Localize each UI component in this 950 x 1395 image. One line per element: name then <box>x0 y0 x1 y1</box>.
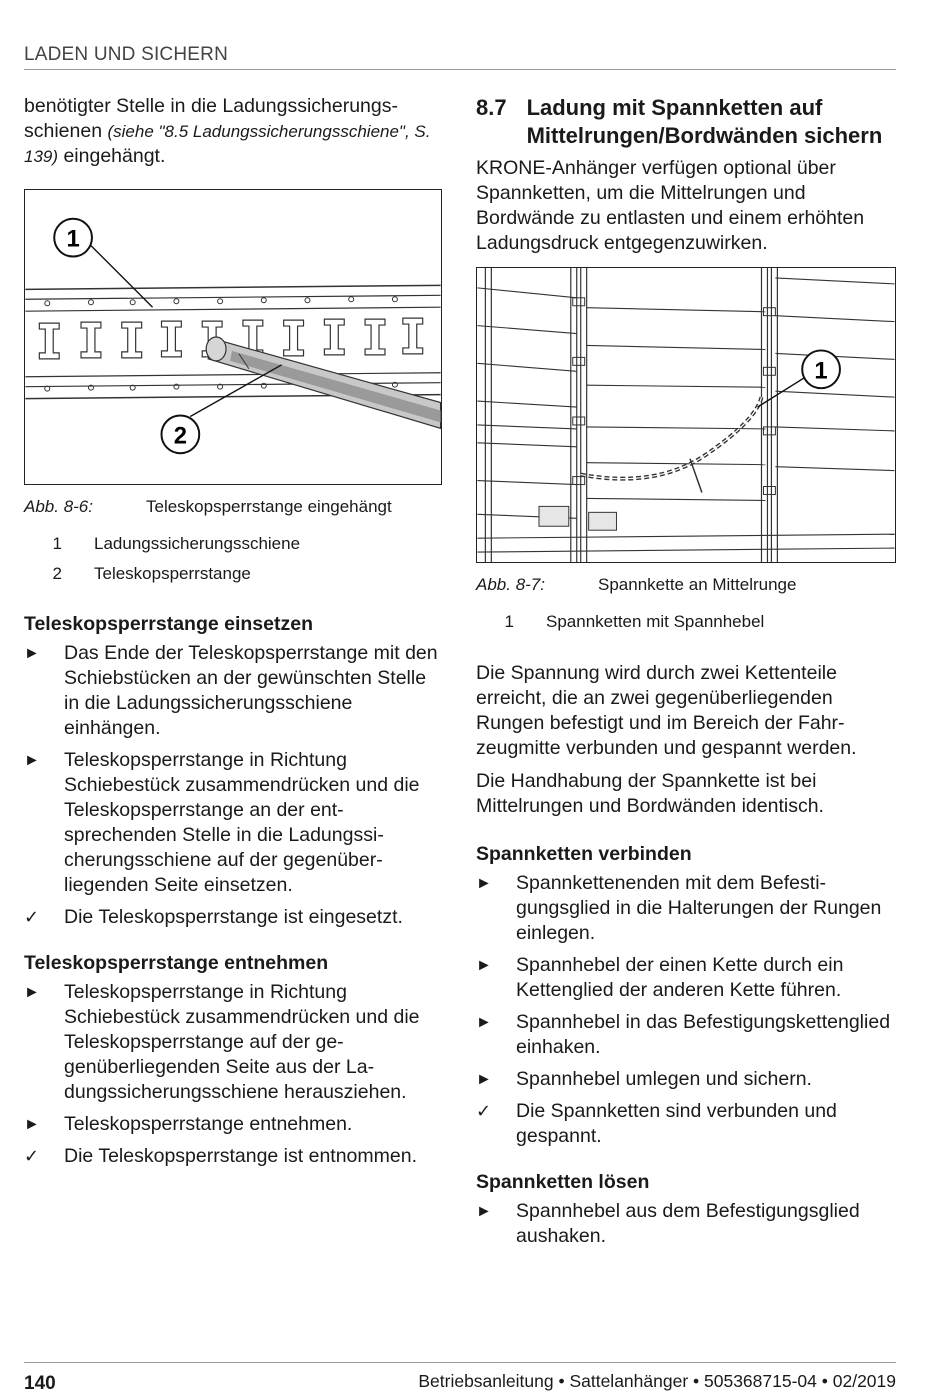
figure-caption <box>24 497 444 517</box>
legend-number: 1 <box>52 534 62 553</box>
checkmark-icon: ✓ <box>24 1146 40 1166</box>
step-text: Teleskopsperrstange entnehmen. <box>64 1113 353 1135</box>
figure-caption <box>476 575 896 595</box>
section-heading: Teleskopsperrstange entnehmen <box>24 952 329 974</box>
arrow-icon: ► <box>24 645 40 662</box>
arrow-icon: ► <box>24 984 40 1001</box>
legend-text: Ladungssicherungsschiene <box>94 534 301 553</box>
step-item <box>24 980 444 1105</box>
step-text: Teleskopsperrstange in Richtung Schiebestück zusammendrücken und die Teleskopsperrstange auf der gegenüberliegenden Seite aus der Ladungssicherungsschiene herausziehen. <box>64 981 420 1103</box>
intro-text: benötigter Stelle in die Ladungssicherungsschienen <box>24 95 399 142</box>
chain-illustration <box>477 268 895 562</box>
step-text: Spannkettenenden mit dem Befestigungsglied in die Halterungen der Rungen einlegen. <box>516 872 882 944</box>
step-list <box>476 871 896 1149</box>
figure-label: Abb. 8-6: <box>24 497 93 516</box>
result-item <box>476 1099 896 1149</box>
callout-2-label: 2 <box>173 422 187 450</box>
arrow-icon: ► <box>24 752 40 769</box>
page-number: 140 <box>24 1373 56 1394</box>
figure-caption-text: Teleskopsperrstange eingehängt <box>146 497 392 516</box>
section-heading: Spannketten lösen <box>476 1171 650 1193</box>
figure-legend <box>476 607 896 637</box>
section-heading: Spannketten verbinden <box>476 843 692 865</box>
figure-legend <box>24 529 444 589</box>
step-list <box>24 980 444 1169</box>
result-item <box>24 1144 444 1169</box>
cross-reference-link[interactable]: (siehe "8.5 Ladungssicherungsschiene", S. 139) <box>24 122 431 166</box>
right-column <box>476 94 896 1256</box>
step-list <box>476 1199 896 1249</box>
callout-1-label: 1 <box>814 357 828 385</box>
checkmark-icon: ✓ <box>24 907 40 927</box>
legend-text: Teleskopsperrstange <box>94 564 251 583</box>
document-info: Betriebsanleitung • Sattelanhänger • 505368715-04 • 02/2019 <box>418 1371 896 1391</box>
body-text <box>476 661 896 819</box>
result-text: Die Teleskopsperrstange ist eingesetzt. <box>64 906 403 928</box>
step-item <box>476 871 896 946</box>
step-item <box>476 953 896 1003</box>
arrow-icon: ► <box>476 957 492 974</box>
arrow-icon: ► <box>476 1203 492 1220</box>
step-text: Spannhebel der einen Kette durch ein Kettenglied der anderen Kette führen. <box>516 954 844 1001</box>
checkmark-icon: ✓ <box>476 1101 492 1121</box>
step-text: Spannhebel aus dem Befestigungsglied aushaken. <box>516 1200 860 1247</box>
step-item <box>24 748 444 898</box>
legend-item <box>476 607 896 637</box>
section-heading: Teleskopsperrstange einsetzen <box>24 613 313 635</box>
result-text: Die Spannketten sind verbunden und gespannt. <box>516 1100 837 1147</box>
step-item <box>476 1067 896 1092</box>
rail-illustration <box>25 190 441 484</box>
arrow-icon: ► <box>24 1116 40 1133</box>
arrow-icon: ► <box>476 1014 492 1031</box>
step-list <box>24 641 444 930</box>
step-text: Spannhebel in das Befestigungskettenglied einhaken. <box>516 1011 891 1058</box>
intro-end-text: eingehängt. <box>63 145 166 167</box>
intro-paragraph: KRONE-Anhänger verfügen optional über Spannketten, um die Mittelrungen und Bordwände zu entlasten und einem erhöhten Ladungsdruck entgegenzuwirken. <box>476 157 865 254</box>
page-footer <box>24 1362 896 1394</box>
intro-paragraph <box>24 94 444 169</box>
legend-item <box>24 559 444 589</box>
result-text: Die Teleskopsperrstange ist entnommen. <box>64 1145 417 1167</box>
legend-text: Spannketten mit Spannhebel <box>546 612 765 631</box>
paragraph: Die Handhabung der Spannkette ist bei Mittelrungen und Bordwänden identisch. <box>476 770 824 817</box>
legend-item <box>24 529 444 559</box>
figure-chain-illustration <box>476 267 896 563</box>
section-title-text: Ladung mit Spannketten auf Mittelrungen/Bordwänden sichern <box>526 95 883 148</box>
section-title <box>476 94 896 150</box>
step-item <box>476 1010 896 1060</box>
step-item <box>24 641 444 741</box>
legend-number: 2 <box>52 564 62 583</box>
arrow-icon: ► <box>476 1071 492 1088</box>
figure-rail-illustration <box>24 189 442 485</box>
running-header: LADEN UND SICHERN <box>24 44 896 70</box>
result-item <box>24 905 444 930</box>
step-text: Spannhebel umlegen und sichern. <box>516 1068 812 1090</box>
left-column <box>24 94 444 1176</box>
arrow-icon: ► <box>476 875 492 892</box>
step-text: Das Ende der Teleskopsperrstange mit den Schiebstücken an der gewünschten Stelle in die Ladungssicherungsschiene einhängen. <box>64 642 438 739</box>
step-text: Teleskopsperrstange in Richtung Schiebestück zusammendrücken und die Teleskopsperrstange an der entsprechenden Stelle in die Ladungssicherungsschiene auf der gegenüberliegenden Seite einsetzen. <box>64 749 420 896</box>
callout-1-label: 1 <box>66 225 80 253</box>
step-item <box>24 1112 444 1137</box>
section-number: 8.7 <box>476 95 507 120</box>
legend-number: 1 <box>504 612 514 631</box>
figure-label: Abb. 8-7: <box>476 575 545 594</box>
paragraph: Die Spannung wird durch zwei Kettenteile erreicht, die an zwei gegenüberliegenden Rungen befestigt und im Bereich der Fahrzeugmitte verbunden und gespannt werden. <box>476 662 857 759</box>
figure-caption-text: Spannkette an Mittelrunge <box>598 575 797 594</box>
step-item <box>476 1199 896 1249</box>
